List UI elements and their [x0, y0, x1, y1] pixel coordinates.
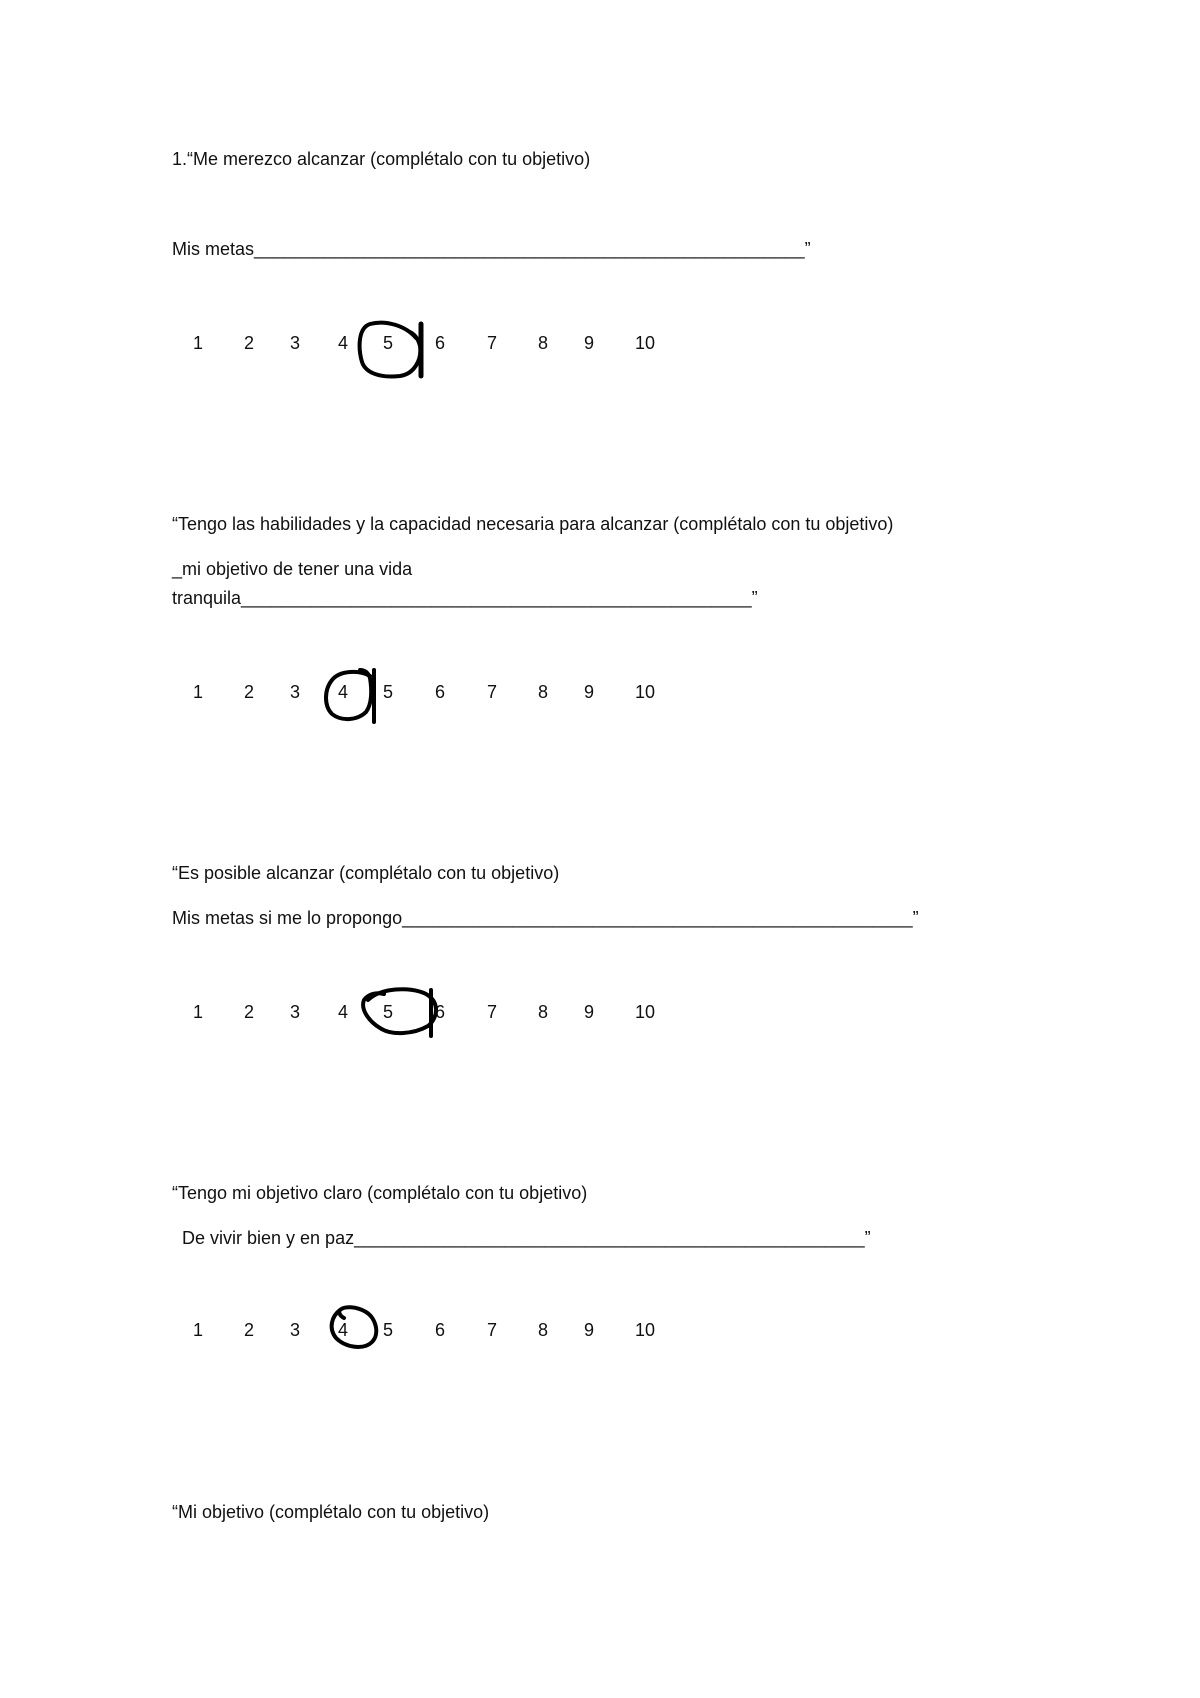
scale-1-option-9[interactable]: 9	[583, 333, 595, 353]
scale-2-option-8[interactable]: 8	[537, 682, 549, 702]
scale-3-option-4[interactable]: 4	[337, 1002, 349, 1022]
scale-1-option-4[interactable]: 4	[337, 333, 349, 353]
scale-4-option-1[interactable]: 1	[192, 1320, 204, 1340]
question-2-answer-line-2: tranquila___________________________________________________”	[172, 588, 758, 608]
question-4-answer: De vivir bien y en paz___________________________________________________”	[172, 1228, 871, 1248]
scale-1-option-3[interactable]: 3	[289, 333, 301, 353]
scale-1-option-1[interactable]: 1	[192, 333, 204, 353]
scale-3-option-3[interactable]: 3	[289, 1002, 301, 1022]
scale-3-option-8[interactable]: 8	[537, 1002, 549, 1022]
question-3-answer: Mis metas si me lo propongo___________________________________________________”	[172, 908, 919, 928]
question-5-prompt: “Mi objetivo (complétalo con tu objetivo)	[172, 1502, 490, 1522]
scale-2-option-1[interactable]: 1	[192, 682, 204, 702]
scale-3-option-10[interactable]: 10	[634, 1002, 656, 1022]
scale-4-option-9[interactable]: 9	[583, 1320, 595, 1340]
question-2-prompt: “Tengo las habilidades y la capacidad necesaria para alcanzar (complétalo con tu objetivo)	[172, 514, 894, 534]
scale-2-option-7[interactable]: 7	[486, 682, 498, 702]
question-2-scale	[172, 680, 692, 704]
scale-3-option-9[interactable]: 9	[583, 1002, 595, 1022]
scale-2-option-5[interactable]: 5	[382, 682, 394, 702]
question-3-prompt: “Es posible alcanzar (complétalo con tu objetivo)	[172, 863, 560, 883]
scale-3-option-7[interactable]: 7	[486, 1002, 498, 1022]
question-1-scale	[172, 331, 692, 355]
question-2-answer-line-1: _mi objetivo de tener una vida	[172, 559, 413, 579]
scale-1-option-10[interactable]: 10	[634, 333, 656, 353]
scale-1-option-7[interactable]: 7	[486, 333, 498, 353]
scale-3-option-1[interactable]: 1	[192, 1002, 204, 1022]
scale-2-option-3[interactable]: 3	[289, 682, 301, 702]
scale-3-option-6[interactable]: 6	[434, 1002, 446, 1022]
question-1-answer: Mis metas_______________________________________________________”	[172, 239, 811, 259]
scale-2-option-9[interactable]: 9	[583, 682, 595, 702]
scale-1-option-8[interactable]: 8	[537, 333, 549, 353]
scale-2-option-10[interactable]: 10	[634, 682, 656, 702]
scale-2-option-4[interactable]: 4	[337, 682, 349, 702]
scale-1-option-6[interactable]: 6	[434, 333, 446, 353]
scale-4-option-3[interactable]: 3	[289, 1320, 301, 1340]
scale-4-option-2[interactable]: 2	[243, 1320, 255, 1340]
scale-1-option-5[interactable]: 5	[382, 333, 394, 353]
scale-4-option-4[interactable]: 4	[337, 1320, 349, 1340]
scale-2-option-2[interactable]: 2	[243, 682, 255, 702]
scale-3-option-2[interactable]: 2	[243, 1002, 255, 1022]
question-4-prompt: “Tengo mi objetivo claro (complétalo con tu objetivo)	[172, 1183, 588, 1203]
question-3-scale	[172, 1000, 692, 1024]
scale-4-option-8[interactable]: 8	[537, 1320, 549, 1340]
scale-4-option-6[interactable]: 6	[434, 1320, 446, 1340]
scale-4-option-7[interactable]: 7	[486, 1320, 498, 1340]
scale-1-option-2[interactable]: 2	[243, 333, 255, 353]
scale-2-option-6[interactable]: 6	[434, 682, 446, 702]
scale-4-option-10[interactable]: 10	[634, 1320, 656, 1340]
question-4-scale	[172, 1318, 692, 1342]
question-1-prompt: 1.“Me merezco alcanzar (complétalo con tu objetivo)	[172, 149, 591, 169]
scale-3-option-5[interactable]: 5	[382, 1002, 394, 1022]
scale-4-option-5[interactable]: 5	[382, 1320, 394, 1340]
